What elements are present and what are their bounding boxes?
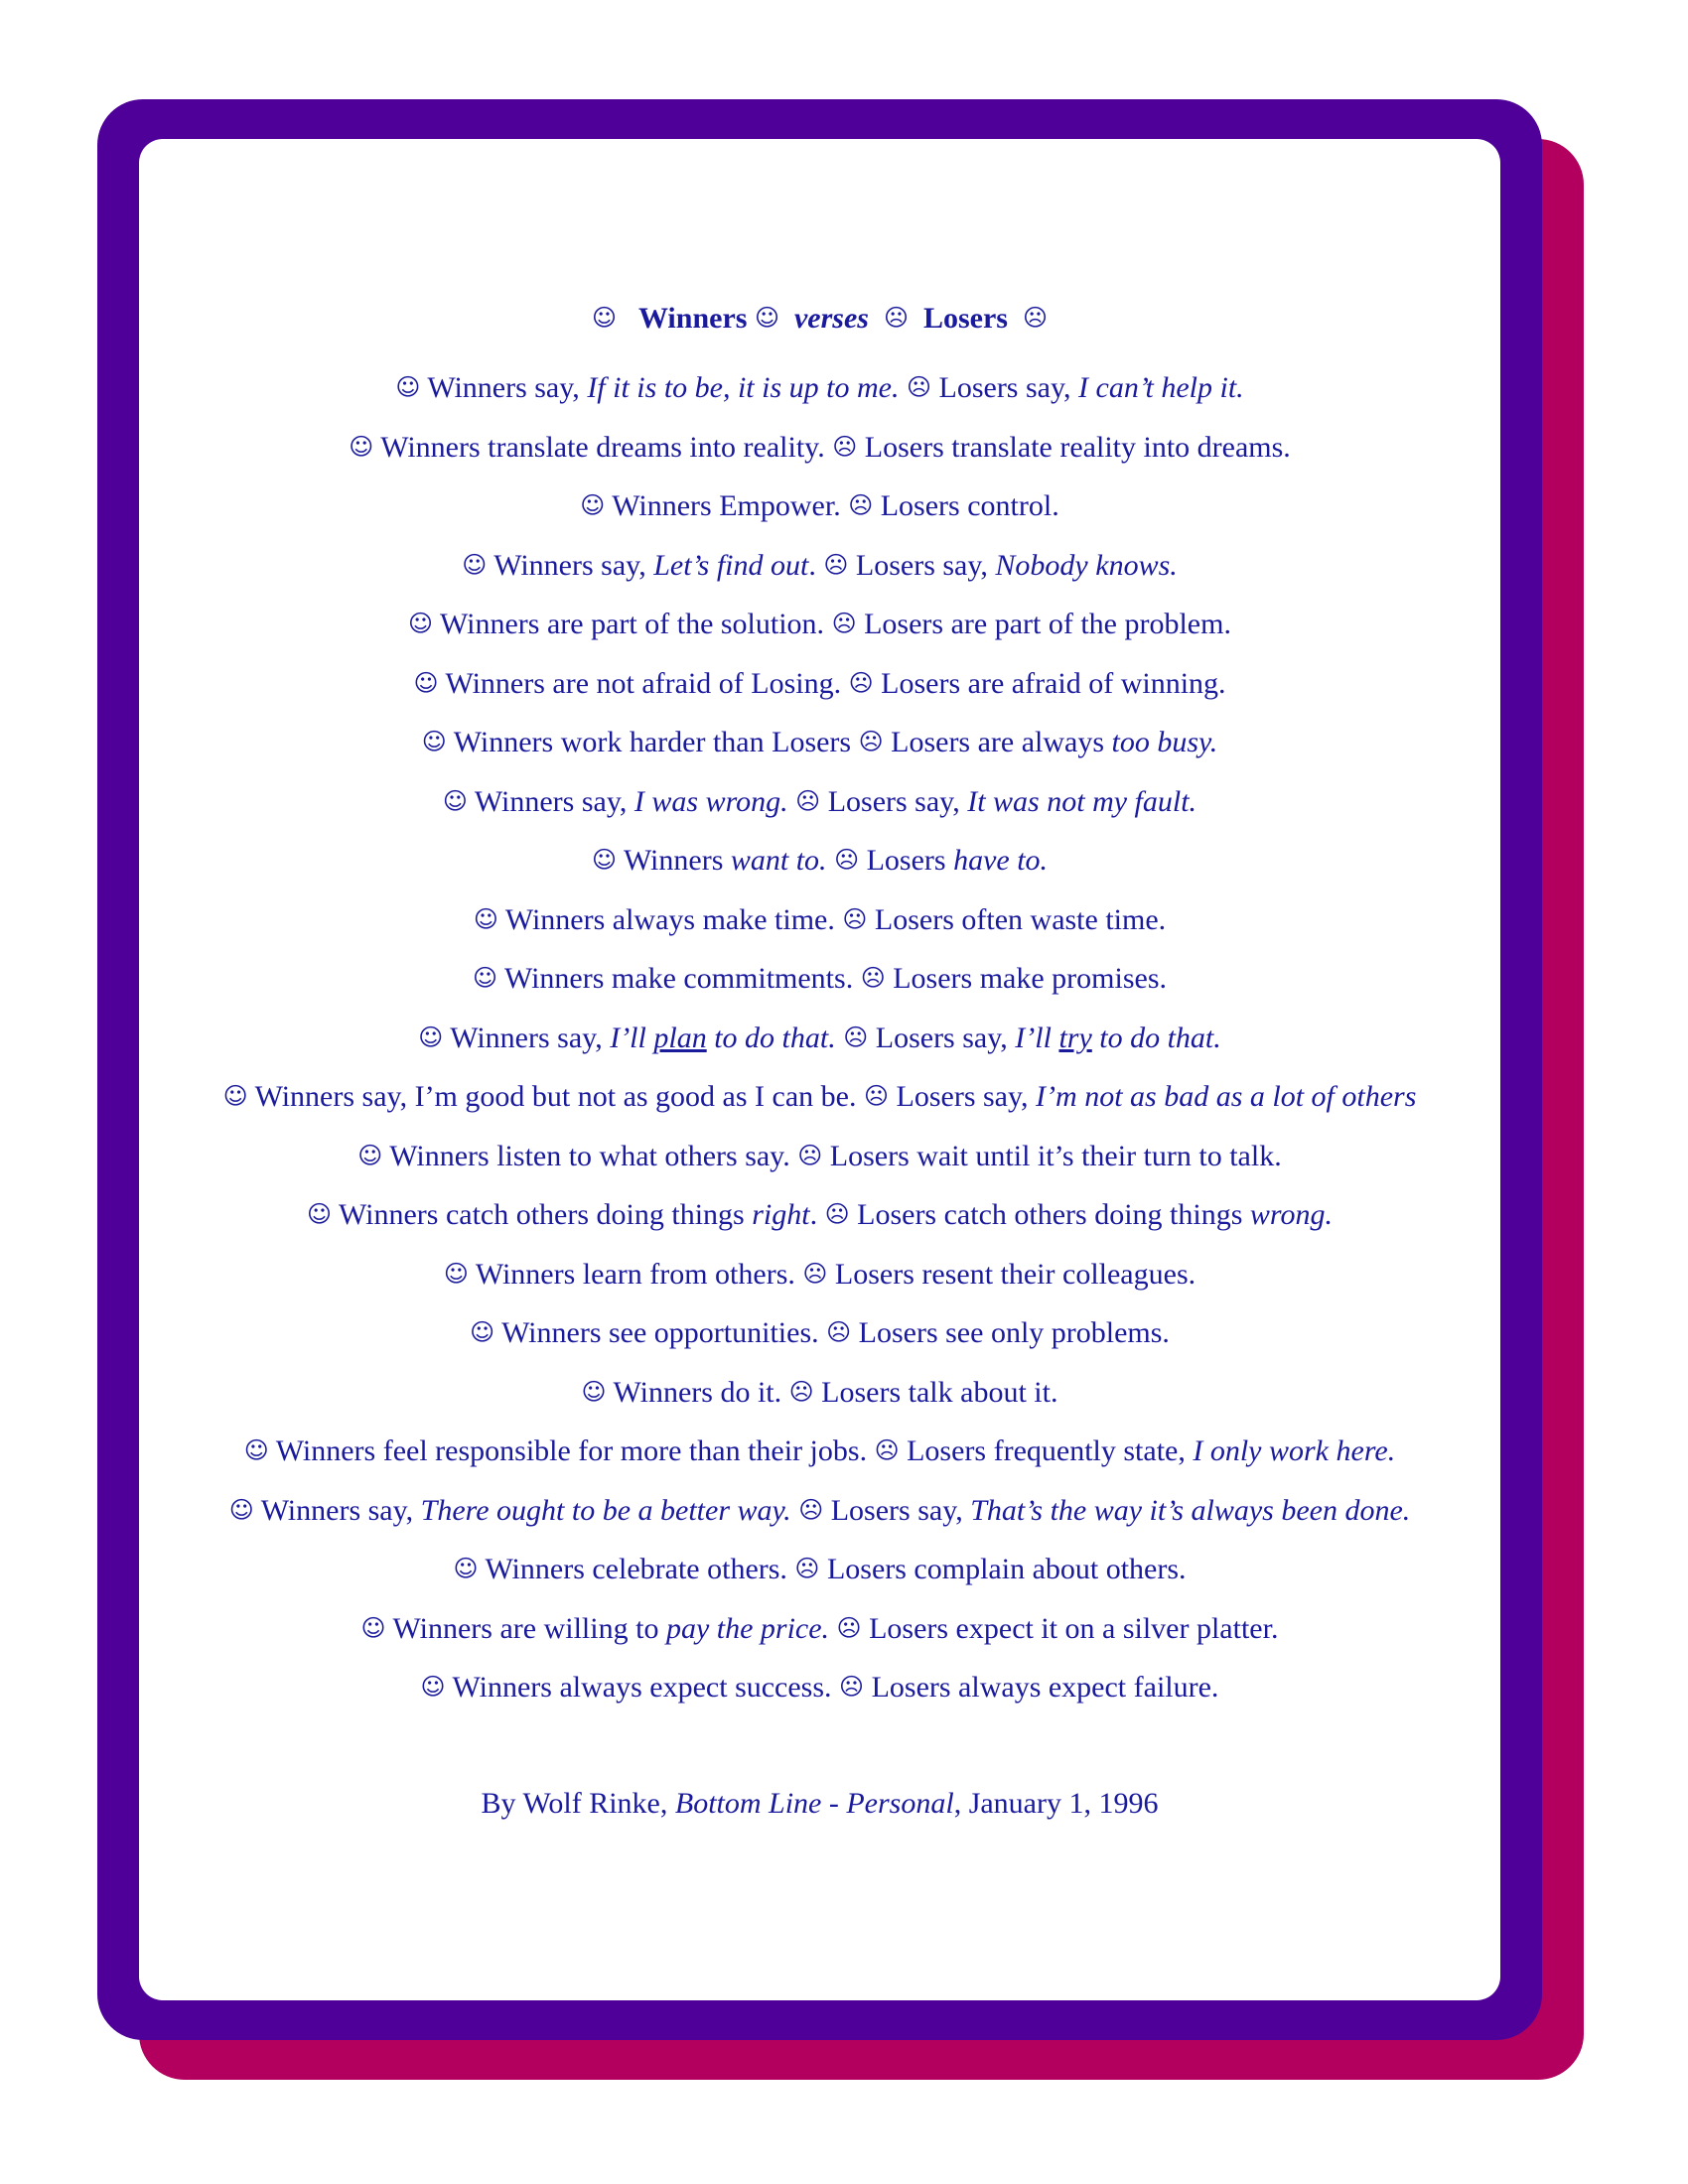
comparison-line: [139, 1481, 1500, 1541]
statement-text: Losers talk about it.: [821, 1375, 1058, 1409]
comparison-line: [139, 772, 1500, 832]
winner-statement: [476, 1258, 795, 1291]
italic-text: wrong.: [1249, 1198, 1333, 1231]
byline-author: By Wolf Rinke,: [481, 1786, 675, 1820]
winner-statement: [389, 1140, 789, 1172]
winner-statement: [440, 608, 824, 640]
winner-statement: [380, 431, 825, 464]
statement-text: Winners say, I’m good but not as good as I can be.: [254, 1080, 857, 1113]
statement-text: Losers expect it on a silver platter.: [869, 1611, 1279, 1645]
frown-icon: ☹: [802, 1259, 828, 1288]
loser-statement: [876, 1022, 1221, 1054]
loser-statement: [939, 371, 1244, 404]
frown-icon: ☹: [843, 1023, 869, 1051]
comparison-list: [139, 358, 1500, 1717]
winner-statement: [393, 1612, 830, 1645]
statement-text: Losers say,: [896, 1080, 1037, 1113]
frown-icon: ☹: [794, 1555, 820, 1582]
loser-statement: [893, 962, 1167, 995]
underlined-text: [653, 1022, 706, 1054]
comparison-line: [139, 1658, 1500, 1717]
statement-text: Losers translate reality into dreams.: [864, 430, 1291, 464]
winner-statement: [501, 1316, 819, 1349]
frown-icon: ☹: [823, 550, 849, 579]
winner-statement: [475, 785, 788, 818]
italic-text: I was wrong.: [633, 784, 788, 818]
statement-text: Losers see only problems.: [858, 1316, 1170, 1349]
smile-icon: ☺: [421, 728, 447, 755]
comparison-line: [139, 1540, 1500, 1599]
frown-icon: ☹: [834, 846, 860, 874]
comparison-line: [139, 949, 1500, 1009]
winner-statement: [255, 1080, 857, 1113]
winner-statement: [504, 962, 853, 995]
statement-text: Winners do it.: [613, 1375, 782, 1409]
italic-text: I only work here.: [1193, 1434, 1396, 1467]
winner-statement: [339, 1198, 817, 1231]
loser-statement: [827, 1553, 1187, 1585]
byline-publication: Bottom Line - Personal: [674, 1786, 954, 1820]
smile-icon: ☺: [420, 1673, 446, 1701]
statement-text: Losers control.: [880, 489, 1059, 522]
statement-text: Winners translate dreams into reality.: [380, 430, 825, 464]
statement-text: Losers catch others doing things: [857, 1198, 1250, 1231]
statement-text: Winners catch others doing things: [339, 1198, 753, 1231]
comparison-line: [139, 418, 1500, 478]
smile-icon: ☺: [349, 432, 374, 461]
frown-icon: ☹: [788, 1377, 814, 1406]
statement-text: Losers make promises.: [893, 962, 1168, 995]
loser-statement: [835, 1258, 1196, 1291]
loser-statement: [897, 1080, 1417, 1113]
winner-statement: [505, 903, 835, 936]
italic-text: I’ll: [1015, 1021, 1059, 1054]
title-verses: verses: [793, 302, 869, 335]
statement-text: Winners always expect success.: [452, 1671, 832, 1704]
winner-statement: [261, 1494, 791, 1527]
loser-statement: [864, 608, 1231, 640]
smile-icon: ☺: [442, 786, 468, 815]
frown-icon: ☹: [1022, 304, 1049, 332]
loser-statement: [869, 1612, 1278, 1645]
statement-text: Winners work harder than Losers: [453, 726, 852, 758]
italic-text: want to.: [730, 844, 827, 877]
smile-icon: ☺: [243, 1436, 269, 1464]
loser-statement: [867, 844, 1048, 877]
title-losers: Losers: [922, 302, 1008, 335]
smile-icon: ☺: [307, 1200, 333, 1228]
frown-icon: ☹: [848, 491, 874, 519]
statement-text: Winners are not afraid of Losing.: [445, 666, 842, 700]
loser-statement: [831, 1494, 1411, 1527]
comparison-line: [139, 1245, 1500, 1304]
comparison-line: [139, 654, 1500, 714]
italic-text: try: [1058, 1021, 1092, 1054]
statement-text: Losers resent their colleagues.: [834, 1257, 1196, 1291]
smile-icon: ☺: [228, 1495, 254, 1524]
smile-icon: ☺: [222, 1082, 248, 1110]
loser-statement: [881, 667, 1225, 700]
comparison-line: [139, 890, 1500, 950]
statement-text: Losers are always: [891, 726, 1112, 758]
smile-icon: ☺: [360, 1613, 386, 1642]
statement-text: Losers say,: [830, 1493, 971, 1527]
winner-statement: [445, 667, 841, 700]
statement-text: Losers frequently state,: [907, 1434, 1194, 1467]
frown-icon: ☹: [824, 1200, 850, 1228]
italic-text: Nobody knows.: [995, 548, 1178, 582]
frown-icon: ☹: [906, 373, 931, 401]
winner-statement: [276, 1434, 867, 1467]
winner-statement: [427, 371, 899, 404]
smile-icon: ☺: [418, 1023, 444, 1051]
byline-date: , January 1, 1996: [953, 1786, 1159, 1820]
italic-text: to do that.: [1091, 1021, 1221, 1054]
smile-icon: ☺: [580, 491, 606, 519]
loser-statement: [891, 726, 1217, 758]
statement-text: .: [808, 548, 816, 582]
comparison-line: [139, 1185, 1500, 1245]
frown-icon: ☹: [860, 964, 886, 992]
smile-icon: ☺: [413, 668, 439, 697]
loser-statement: [856, 549, 1178, 582]
page-title: [139, 288, 1500, 348]
statement-text: Losers say,: [938, 371, 1079, 404]
statement-text: Winners celebrate others.: [485, 1553, 787, 1585]
statement-text: Winners say,: [427, 371, 588, 404]
byline: [139, 1775, 1500, 1833]
underlined-text: [1058, 1022, 1091, 1054]
italic-text: That’s the way it’s always been done.: [970, 1493, 1411, 1527]
smile-icon: ☺: [472, 964, 498, 992]
comparison-line: [139, 1363, 1500, 1423]
loser-statement: [828, 785, 1196, 818]
smile-icon: ☺: [453, 1555, 479, 1582]
statement-text: Losers wait until it’s their turn to talk.: [829, 1139, 1282, 1172]
statement-text: Winners Empower.: [612, 489, 841, 522]
frown-icon: ☹: [795, 786, 821, 815]
smile-icon: ☺: [473, 904, 498, 933]
comparison-line: [139, 1422, 1500, 1481]
comparison-line: [139, 595, 1500, 654]
comparison-line: [139, 358, 1500, 418]
statement-text: Winners say,: [493, 548, 654, 582]
winner-statement: [614, 1376, 782, 1409]
comparison-line: [139, 1127, 1500, 1186]
statement-text: Winners are willing to: [392, 1611, 666, 1645]
statement-text: Winners see opportunities.: [501, 1316, 819, 1349]
loser-statement: [865, 431, 1291, 464]
frown-icon: ☹: [874, 1436, 900, 1464]
winner-statement: [454, 726, 851, 758]
statement-text: Losers always expect failure.: [871, 1671, 1219, 1704]
winner-statement: [485, 1553, 786, 1585]
smile-icon: ☺: [443, 1259, 469, 1288]
italic-text: have to.: [953, 844, 1049, 877]
statement-text: Losers are part of the problem.: [864, 608, 1231, 640]
frown-icon: ☹: [883, 304, 909, 332]
italic-text: I’m not as bad as a lot of others: [1036, 1080, 1417, 1113]
frown-icon: ☹: [797, 1141, 823, 1169]
statement-text: .: [809, 1198, 818, 1231]
frown-icon: ☹: [798, 1495, 824, 1524]
comparison-line: [139, 1009, 1500, 1068]
winner-statement: [493, 549, 816, 582]
smile-icon: ☺: [591, 846, 617, 874]
loser-statement: [830, 1140, 1282, 1172]
document-content: [139, 288, 1500, 1833]
statement-text: Losers say,: [875, 1021, 1016, 1054]
comparison-line: [139, 1067, 1500, 1127]
statement-text: Winners say,: [450, 1021, 611, 1054]
statement-text: Losers complain about others.: [826, 1553, 1187, 1585]
statement-text: Winners feel responsible for more than their jobs.: [275, 1434, 868, 1467]
winner-statement: [450, 1022, 836, 1054]
smile-icon: ☺: [591, 304, 617, 332]
smile-icon: ☺: [395, 373, 421, 401]
winner-statement: [612, 489, 840, 522]
frown-icon: ☹: [858, 728, 884, 755]
winner-statement: [624, 844, 827, 877]
statement-text: Winners learn from others.: [475, 1257, 795, 1291]
statement-text: Winners say,: [260, 1493, 421, 1527]
comparison-line: [139, 536, 1500, 596]
statement-text: Winners listen to what others say.: [389, 1139, 790, 1172]
smile-icon: ☺: [408, 610, 434, 637]
loser-statement: [872, 1671, 1219, 1704]
italic-text: It was not my fault.: [967, 784, 1197, 818]
statement-text: Losers say,: [827, 784, 968, 818]
italic-text: to do that.: [706, 1021, 836, 1054]
italic-text: If it is to be, it is up to me.: [587, 371, 900, 404]
loser-statement: [859, 1316, 1170, 1349]
smile-icon: ☺: [581, 1377, 607, 1406]
statement-text: Winners say,: [474, 784, 634, 818]
italic-text: Let’s find out: [653, 548, 809, 582]
comparison-line: [139, 831, 1500, 890]
comparison-line: [139, 713, 1500, 772]
loser-statement: [857, 1198, 1333, 1231]
statement-text: Winners are part of the solution.: [440, 608, 825, 640]
statement-text: Losers are afraid of winning.: [881, 666, 1226, 700]
statement-text: Losers: [866, 844, 954, 877]
loser-statement: [821, 1376, 1057, 1409]
loser-statement: [907, 1434, 1395, 1467]
comparison-line: [139, 1599, 1500, 1659]
statement-text: Winners always make time.: [504, 902, 835, 936]
loser-statement: [881, 489, 1059, 522]
italic-text: I can’t help it.: [1078, 371, 1244, 404]
frown-icon: ☹: [831, 610, 857, 637]
statement-text: Winners make commitments.: [503, 962, 854, 995]
italic-text: too busy.: [1111, 726, 1218, 758]
frown-icon: ☹: [839, 1673, 865, 1701]
frown-icon: ☹: [863, 1082, 890, 1110]
italic-text: I’ll: [610, 1021, 654, 1054]
statement-text: Losers say,: [855, 548, 996, 582]
statement-text: Winners: [623, 844, 731, 877]
comparison-line: [139, 1303, 1500, 1363]
smile-icon: ☺: [357, 1141, 383, 1169]
italic-text: pay the price.: [665, 1611, 830, 1645]
frown-icon: ☹: [832, 432, 858, 461]
winner-statement: [453, 1671, 832, 1704]
frown-icon: ☹: [836, 1613, 862, 1642]
italic-text: right: [752, 1198, 810, 1231]
smile-icon: ☺: [470, 1318, 495, 1346]
title-winners: Winners: [637, 302, 748, 335]
italic-text: There ought to be a better way.: [420, 1493, 791, 1527]
smile-icon: ☺: [462, 550, 488, 579]
italic-text: plan: [653, 1021, 707, 1054]
comparison-line: [139, 477, 1500, 536]
frown-icon: ☹: [848, 668, 874, 697]
frown-icon: ☹: [826, 1318, 852, 1346]
statement-text: Losers often waste time.: [874, 902, 1167, 936]
smile-icon: ☺: [754, 304, 779, 332]
loser-statement: [875, 903, 1166, 936]
frown-icon: ☹: [842, 904, 868, 933]
